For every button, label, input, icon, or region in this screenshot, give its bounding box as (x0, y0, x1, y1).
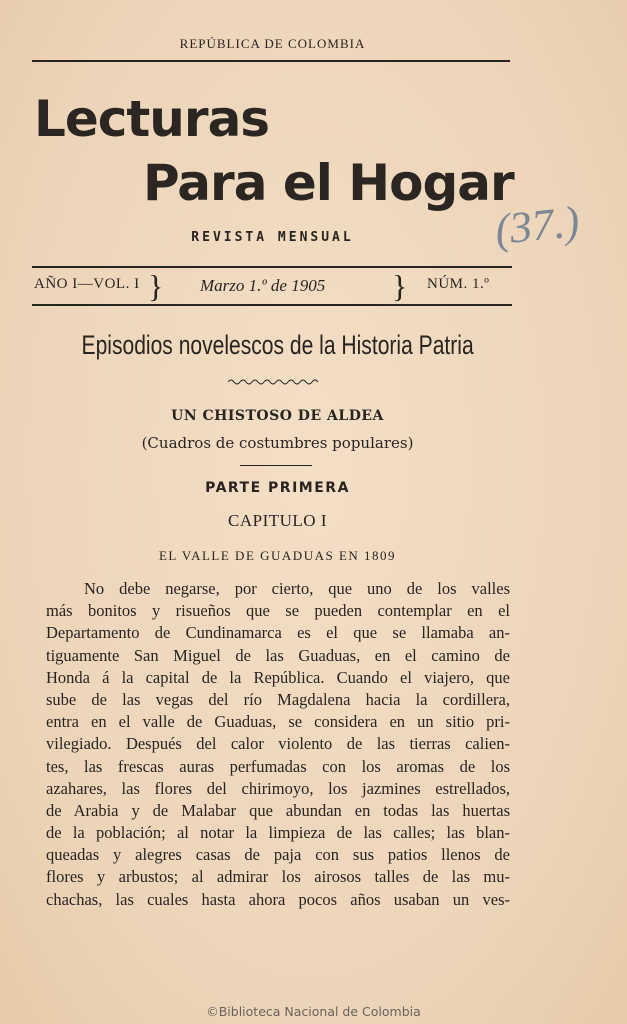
body-line: de la población; al notar la limpieza de las calles; las blan- (46, 823, 510, 843)
body-line: tiguamente San Miguel de las Guaduas, en el camino de (46, 645, 510, 665)
brace-left: } (148, 268, 164, 304)
chapter-heading: CAPITULO I (228, 511, 327, 530)
brace-right: } (392, 268, 408, 304)
body-line: tes, las frescas auras perfumadas con los aromas de los (46, 756, 510, 776)
short-divider (240, 465, 312, 466)
body-line: queadas y alegres casas de paja con sus patios llenos de (46, 845, 510, 865)
body-line: No debe negarse, por cierto, que uno de los valles (84, 579, 510, 598)
body-line: Honda á la capital de la República. Cuando el viajero, que (46, 667, 510, 687)
body-line: vilegiado. Después del calor violento de las tierras calien- (46, 734, 510, 754)
body-line: de Arabia y de Malabar que abundan en todas las huertas (46, 800, 510, 820)
body-line: azahares, las flores del chirimoyo, los jazmines estrellados, (46, 778, 510, 798)
issue-volume: AÑO I—VOL. I (34, 276, 140, 292)
body-line: entra en el valle de Guaduas, se considera en un sitio pri- (46, 712, 510, 732)
issue-number: NÚM. 1.º (427, 276, 490, 292)
issue-rule-top (32, 266, 512, 268)
body-paragraph (46, 578, 510, 911)
part-heading: PARTE PRIMERA (205, 480, 350, 496)
masthead-subtitle: REVISTA MENSUAL (191, 230, 354, 245)
masthead-title-line1: Lecturas (34, 90, 270, 148)
republic-header: REPÚBLICA DE COLOMBIA (179, 36, 366, 51)
body-line: sube de las vegas del río Magdalena hacia la cordillera, (46, 689, 510, 709)
copyright-footer: ©Biblioteca Nacional de Colombia (206, 1004, 421, 1019)
top-rule (32, 60, 510, 62)
chapter-subtitle: EL VALLE DE GUADUAS EN 1809 (158, 548, 397, 563)
handwritten-note: (37.) (492, 196, 582, 255)
body-line: flores y arbustos; al admirar los airosos talles de las mu- (46, 867, 510, 887)
body-line: más bonitos y risueños que se pueden contemplar en el (46, 601, 510, 621)
issue-date: Marzo 1.º de 1905 (200, 276, 326, 295)
body-line: chachas, las cuales hasta ahora pocos años usaban un ves- (46, 889, 510, 909)
wavy-divider (228, 378, 320, 386)
story-title: UN CHISTOSO DE ALDEA (171, 408, 384, 424)
masthead-title-line2: Para el Hogar (143, 154, 514, 212)
issue-rule-bottom (32, 304, 512, 306)
story-subtitle: (Cuadros de costumbres populares) (141, 434, 414, 452)
body-line: Departamento de Cundinamarca es el que se llamaba an- (46, 623, 510, 643)
section-title: Episodios novelescos de la Historia Patria (81, 330, 474, 360)
